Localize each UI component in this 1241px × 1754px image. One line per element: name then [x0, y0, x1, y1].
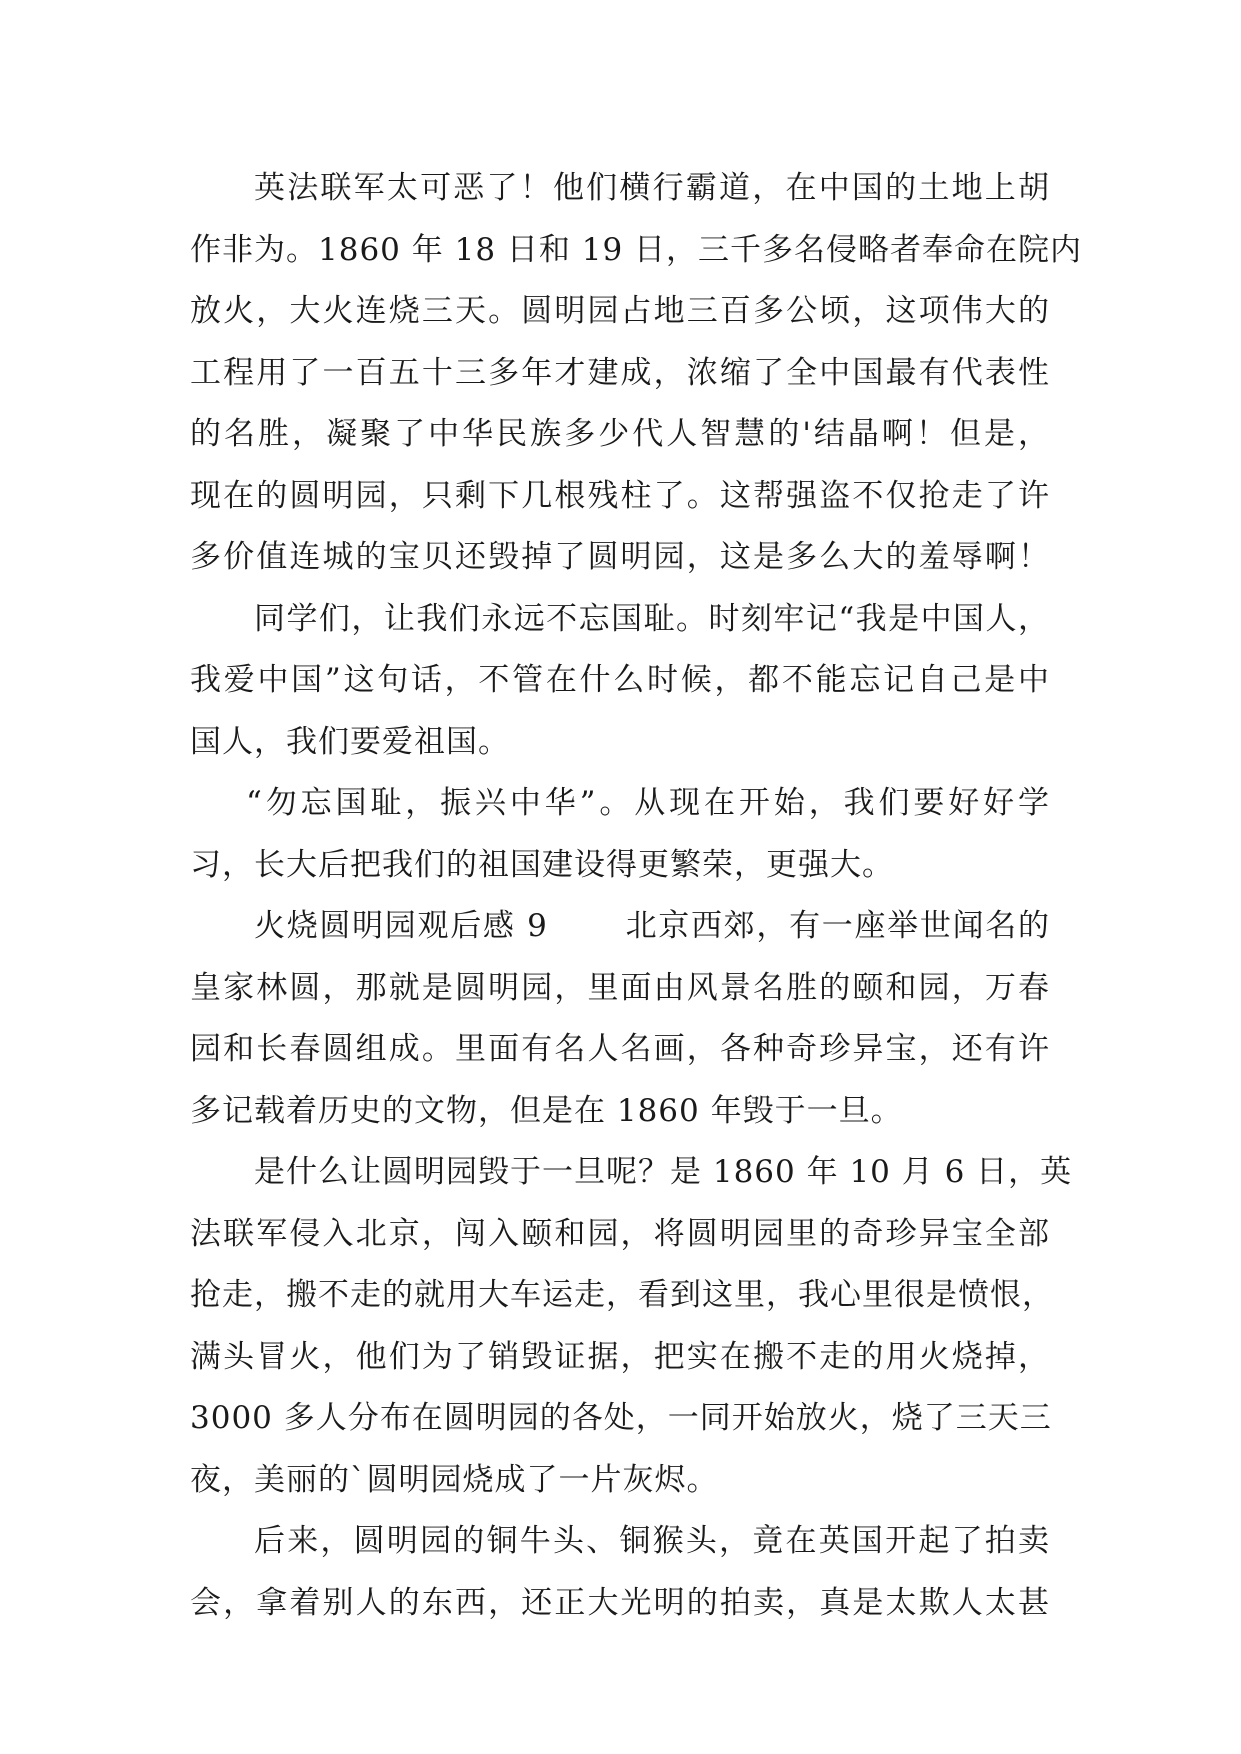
- paragraph-line: 多价值连城的宝贝还毁掉了圆明园，这是多么大的羞辱啊！: [190, 539, 1050, 575]
- paragraph-line: 是什么让圆明园毁于一旦呢？是 1860 年 10 月 6 日，英: [254, 1154, 1073, 1190]
- paragraph-line: 火烧圆明园观后感 9 北京西郊，有一座举世闻名的: [254, 908, 1050, 944]
- paragraph-line: 作非为。1860 年 18 日和 19 日，三千多名侵略者奉命在院内: [190, 231, 1083, 268]
- paragraph-line: 抢走，搬不走的就用大车运走，看到这里，我心里很是愤恨，: [190, 1277, 1054, 1313]
- paragraph-line: 习，长大后把我们的祖国建设得更繁荣，更强大。: [190, 846, 894, 883]
- paragraph-line: 园和长春圆组成。里面有名人名画，各种奇珍异宝，还有许: [190, 1031, 1050, 1067]
- paragraph-line: 会，拿着别人的东西，还正大光明的拍卖，真是太欺人太甚: [190, 1584, 1050, 1621]
- paragraph-line: 后来，圆明园的铜牛头、铜猴头，竟在英国开起了拍卖: [254, 1523, 1050, 1559]
- document-body: [190, 158, 1083, 1634]
- paragraph-line: 现在的圆明园，只剩下几根残柱了。这帮强盗不仅抢走了许: [190, 477, 1050, 514]
- paragraph-line: “勿忘国耻，振兴中华”。从现在开始，我们要好好学: [246, 785, 1050, 821]
- paragraph-line: 的名胜，凝聚了中华民族多少代人智慧的'结晶啊！但是，: [190, 416, 1050, 452]
- paragraph-line: 满头冒火，他们为了销毁证据，把实在搬不走的用火烧掉，: [190, 1338, 1050, 1375]
- paragraph-line: 3000 多人分布在圆明园的各处，一同开始放火，烧了三天三: [190, 1400, 1052, 1436]
- paragraph-line: 我爱中国”这句话，不管在什么时候，都不能忘记自己是中: [190, 662, 1050, 698]
- paragraph-line: 工程用了一百五十三多年才建成，浓缩了全中国最有代表性: [190, 354, 1050, 391]
- paragraph-line: 英法联军太可恶了！他们横行霸道，在中国的土地上胡: [254, 170, 1050, 206]
- paragraph-line: 皇家林圆，那就是圆明园，里面由风景名胜的颐和园，万春: [190, 969, 1050, 1006]
- paragraph-line: 国人，我们要爱祖国。: [190, 723, 510, 760]
- paragraph-line: 放火，大火连烧三天。圆明园占地三百多公顷，这项伟大的: [190, 293, 1050, 329]
- paragraph-line: 法联军侵入北京，闯入颐和园，将圆明园里的奇珍异宝全部: [190, 1215, 1050, 1252]
- paragraph-line: 夜，美丽的`圆明园烧成了一片灰烬。: [190, 1461, 719, 1498]
- paragraph-line: 同学们，让我们永远不忘国耻。时刻牢记“我是中国人，: [254, 600, 1050, 637]
- paragraph-line: 多记载着历史的文物，但是在 1860 年毁于一旦。: [190, 1092, 903, 1129]
